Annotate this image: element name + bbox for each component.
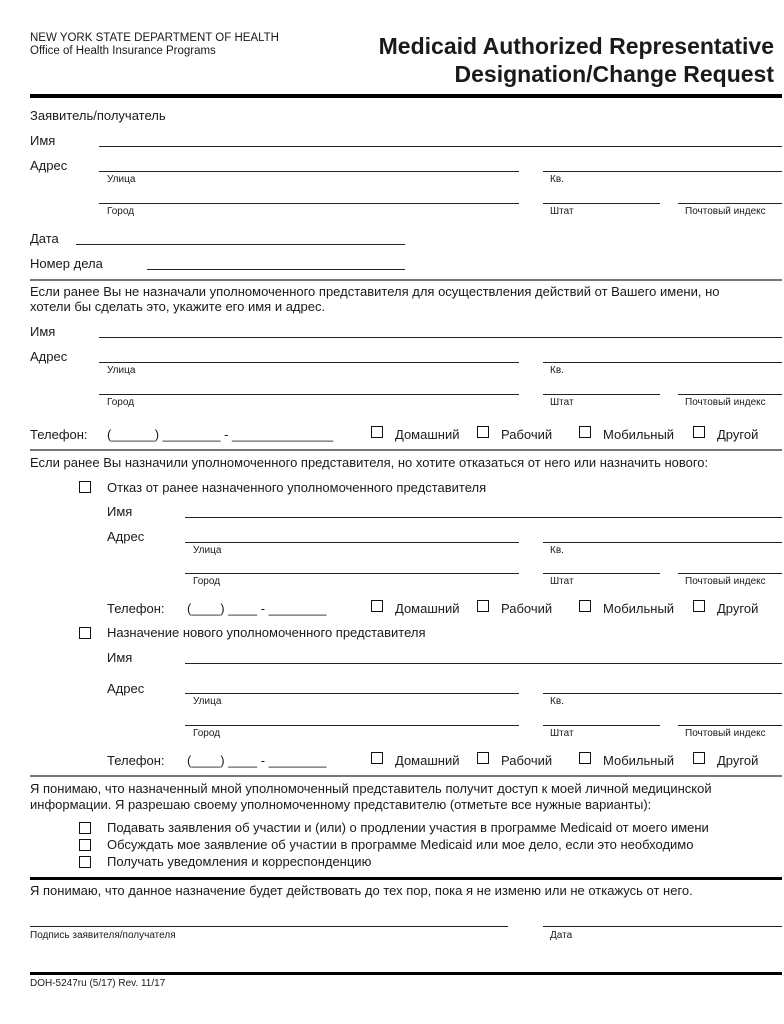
new-rep-other-label: Другой: [717, 427, 759, 442]
applicant-street-field[interactable]: [99, 171, 519, 172]
new-rep-phone-label: Телефон:: [30, 427, 88, 442]
revoke-state-field[interactable]: [543, 573, 660, 574]
new-rep-home-label: Домашний: [395, 427, 460, 442]
appoint-apt-caption: Кв.: [550, 696, 564, 707]
appoint-home-label: Домашний: [395, 753, 460, 768]
new-rep-name-label: Имя: [30, 324, 56, 339]
applicant-state-caption: Штат: [550, 206, 574, 217]
footer-rule: [30, 972, 782, 975]
new-rep-work-checkbox[interactable]: [477, 426, 489, 438]
applicant-state-field[interactable]: [543, 203, 660, 204]
signature-date-caption: Дата: [550, 930, 573, 941]
appoint-phone-field[interactable]: (____) ____ - ________: [187, 753, 327, 768]
form-number: DOH-5247ru (5/17) Rev. 11/17: [30, 978, 166, 989]
permissions-intro-line1: Я понимаю, что назначенный мной уполномоченный представитель получит доступ к моей личной медицинской: [30, 781, 712, 796]
revoke-street-caption: Улица: [193, 545, 222, 556]
permission-apply-checkbox[interactable]: [79, 822, 91, 834]
new-rep-address-label: Адрес: [30, 349, 68, 364]
revoke-street-field[interactable]: [185, 542, 519, 543]
section-divider: [30, 279, 782, 281]
new-rep-zip-field[interactable]: [678, 394, 782, 395]
appoint-address-label: Адрес: [107, 681, 145, 696]
form-title-line2: Designation/Change Request: [454, 61, 774, 87]
appoint-mobile-checkbox[interactable]: [579, 752, 591, 764]
agency-office: Office of Health Insurance Programs: [30, 45, 216, 57]
appoint-state-field[interactable]: [543, 725, 660, 726]
revoke-city-caption: Город: [193, 576, 221, 587]
form-title-line1: Medicaid Authorized Representative: [378, 33, 774, 59]
revoke-name-field[interactable]: [185, 517, 782, 518]
revoke-work-label: Рабочий: [501, 601, 553, 616]
appoint-rep-option-label: Назначение нового уполномоченного представителя: [107, 625, 426, 640]
appoint-zip-caption: Почтовый индекс: [685, 728, 766, 739]
revoke-work-checkbox[interactable]: [477, 600, 489, 612]
new-rep-apt-caption: Кв.: [550, 365, 564, 376]
applicant-date-label: Дата: [30, 231, 59, 246]
revoke-other-label: Другой: [717, 601, 759, 616]
signature-field[interactable]: [30, 926, 508, 927]
applicant-name-label: Имя: [30, 133, 56, 148]
new-rep-street-field[interactable]: [99, 362, 519, 363]
permissions-intro-line2: информации. Я разрешаю своему уполномоченному представителю (отметьте все нужные варианты):: [30, 797, 652, 812]
signature-date-field[interactable]: [543, 926, 782, 927]
permission-apply-label: Подавать заявления об участии и (или) о продлении участия в программе Medicaid от моего имени: [107, 820, 709, 835]
section-divider: [30, 775, 782, 777]
revoke-home-checkbox[interactable]: [371, 600, 383, 612]
new-rep-city-caption: Город: [107, 397, 135, 408]
revoke-phone-label: Телефон:: [107, 601, 165, 616]
appoint-home-checkbox[interactable]: [371, 752, 383, 764]
applicant-zip-caption: Почтовый индекс: [685, 206, 766, 217]
new-rep-zip-caption: Почтовый индекс: [685, 397, 766, 408]
appoint-rep-checkbox[interactable]: [79, 627, 91, 639]
appoint-name-label: Имя: [107, 650, 133, 665]
new-rep-apt-field[interactable]: [543, 362, 782, 363]
permission-discuss-checkbox[interactable]: [79, 839, 91, 851]
revoke-rep-checkbox[interactable]: [79, 481, 91, 493]
appoint-street-caption: Улица: [193, 696, 222, 707]
new-rep-mobile-checkbox[interactable]: [579, 426, 591, 438]
applicant-city-caption: Город: [107, 206, 135, 217]
revoke-apt-field[interactable]: [543, 542, 782, 543]
new-rep-street-caption: Улица: [107, 365, 136, 376]
appoint-city-caption: Город: [193, 728, 221, 739]
agency-name: NEW YORK STATE DEPARTMENT OF HEALTH: [30, 32, 279, 44]
consent-statement: Я понимаю, что данное назначение будет действовать до тех пор, пока я не изменю или не откажусь от него.: [30, 883, 693, 898]
appoint-other-checkbox[interactable]: [693, 752, 705, 764]
new-rep-home-checkbox[interactable]: [371, 426, 383, 438]
new-rep-name-field[interactable]: [99, 337, 782, 338]
revoke-name-label: Имя: [107, 504, 133, 519]
applicant-case-field[interactable]: [147, 269, 405, 270]
applicant-section-label: Заявитель/получатель: [30, 108, 166, 123]
revoke-home-label: Домашний: [395, 601, 460, 616]
permission-notices-checkbox[interactable]: [79, 856, 91, 868]
applicant-address-label: Адрес: [30, 158, 68, 173]
new-rep-other-checkbox[interactable]: [693, 426, 705, 438]
applicant-case-label: Номер дела: [30, 256, 103, 271]
permission-discuss-label: Обсуждать мое заявление об участии в программе Medicaid или мое дело, если это необходимо: [107, 837, 694, 852]
new-rep-city-field[interactable]: [99, 394, 519, 395]
revoke-address-label: Адрес: [107, 529, 145, 544]
permission-notices-label: Получать уведомления и корреспонденцию: [107, 854, 372, 869]
applicant-street-caption: Улица: [107, 174, 136, 185]
header-rule: [30, 94, 782, 98]
revoke-apt-caption: Кв.: [550, 545, 564, 556]
new-rep-state-field[interactable]: [543, 394, 660, 395]
appoint-phone-label: Телефон:: [107, 753, 165, 768]
appoint-work-label: Рабочий: [501, 753, 553, 768]
applicant-zip-field[interactable]: [678, 203, 782, 204]
applicant-name-field[interactable]: [99, 146, 782, 147]
revoke-other-checkbox[interactable]: [693, 600, 705, 612]
applicant-date-field[interactable]: [76, 244, 405, 245]
appoint-other-label: Другой: [717, 753, 759, 768]
appoint-apt-field[interactable]: [543, 693, 782, 694]
new-rep-phone-field[interactable]: (______) ________ - ______________: [107, 427, 334, 442]
appoint-city-field[interactable]: [185, 725, 519, 726]
appoint-name-field[interactable]: [185, 663, 782, 664]
revoke-rep-option-label: Отказ от ранее назначенного уполномоченного представителя: [107, 480, 487, 495]
revoke-mobile-checkbox[interactable]: [579, 600, 591, 612]
revoke-phone-field[interactable]: (____) ____ - ________: [187, 601, 327, 616]
applicant-apt-field[interactable]: [543, 171, 782, 172]
new-rep-state-caption: Штат: [550, 397, 574, 408]
revoke-mobile-label: Мобильный: [603, 601, 675, 616]
appoint-work-checkbox[interactable]: [477, 752, 489, 764]
new-rep-intro-line1: Если ранее Вы не назначали уполномоченного представителя для осуществления действий от Вашего имени, но: [30, 284, 720, 299]
appoint-street-field[interactable]: [185, 693, 519, 694]
revoke-state-caption: Штат: [550, 576, 574, 587]
appoint-state-caption: Штат: [550, 728, 574, 739]
signature-caption: Подпись заявителя/получателя: [30, 930, 176, 941]
appoint-mobile-label: Мобильный: [603, 753, 675, 768]
new-rep-intro-line2: хотели бы сделать это, укажите его имя и адрес.: [30, 299, 326, 314]
change-rep-intro: Если ранее Вы назначили уполномоченного представителя, но хотите отказаться от него или назначить нового:: [30, 455, 709, 470]
section-divider: [30, 877, 782, 880]
revoke-zip-field[interactable]: [678, 573, 782, 574]
applicant-city-field[interactable]: [99, 203, 519, 204]
new-rep-mobile-label: Мобильный: [603, 427, 675, 442]
appoint-zip-field[interactable]: [678, 725, 782, 726]
revoke-city-field[interactable]: [185, 573, 519, 574]
section-divider: [30, 449, 782, 451]
applicant-apt-caption: Кв.: [550, 174, 564, 185]
revoke-zip-caption: Почтовый индекс: [685, 576, 766, 587]
new-rep-work-label: Рабочий: [501, 427, 553, 442]
